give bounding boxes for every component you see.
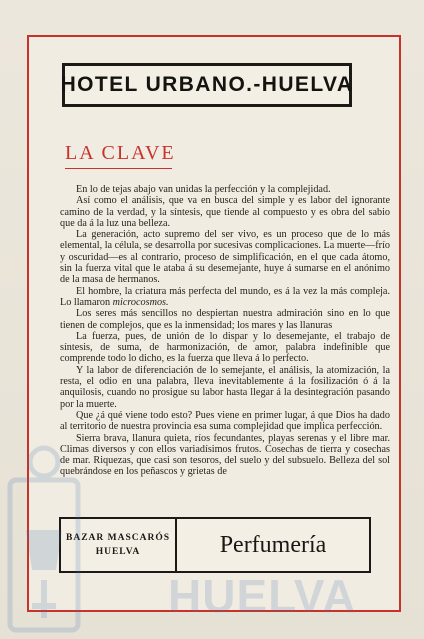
article-paragraph: Sierra brava, llanura quieta, ríos fecundantes, playas serenas y el libre mar. Climas diversos y con ellos variadísimos frutos. Cosechas de tierra y cosechas de mar. Riquezas, que casi son tesoros, del suelo y del subsuelo. Belleza del sol quebrándose en los peñascos y grietas de xyxy=(60,432,390,478)
article-paragraph: La generación, acto supremo del ser vivo, es un proceso que de lo más elemental, la célula, se desarrolla por sucesivas complicaciones. La muerte—frío y oscuridad—es al contrario, proceso de simplificación, en el que cada átomo, sin la fuerza vital que le ataba á su desemejante, huye á sumarse en el anónimo de la masa de hermanos. xyxy=(60,229,390,286)
article-paragraph: La fuerza, pues, de unión de lo dispar y lo desemejante, el trabajo de síntesis, de suma, de harmonización, de amor, palabra indefinible que comprende todo lo dicho, es la fuerza que lleva á lo perfecto. xyxy=(60,330,390,365)
ad-product: Perfumería xyxy=(219,531,327,558)
article-paragraph: Así como el análisis, que va en busca del simple y es labor del ignorante camino de la verdad, y la síntesis, que tiende al compuesto y es obra del sabio que da á la luz una belleza. xyxy=(60,195,390,229)
article-body xyxy=(60,184,390,478)
ad-city-line: HUELVA xyxy=(95,547,141,557)
article-italic-word: microcosmos. xyxy=(112,296,169,308)
article-text: El hombre, la criatura más perfecta del mundo, es á la vez la más compleja. Lo llamaron xyxy=(60,285,390,308)
advertisement-box xyxy=(59,517,371,573)
article-paragraph: Que ¿á qué viene todo esto? Pues viene en primer lugar, á que Dios ha dado al territorio de nuestra provincia esa suma complejidad que implica perfección. xyxy=(60,409,390,433)
article-paragraph xyxy=(60,286,390,309)
header-box xyxy=(62,63,352,107)
archive-seal-watermark xyxy=(2,440,86,636)
ad-shop-line: BAZAR MASCARÓS xyxy=(66,533,170,543)
article-paragraph: Los seres más sencillos no despiertan nuestra admiración sino en lo que tienen de complejos, que es la inmensidad; los mares y las llanuras xyxy=(60,308,390,331)
title-underline xyxy=(65,168,172,169)
archive-watermark-text: HUELVA xyxy=(168,570,357,622)
article-paragraph: Y la labor de diferenciación de lo semejante, el análisis, la atomización, la resta, el odio en una palabra, lleva inevitablemente á la fosilización ó á la anquilosis, cuando no prosigue su labor hasta llegar á la desintegración pasando por la muerte. xyxy=(60,364,390,410)
section-title: LA CLAVE xyxy=(65,142,176,164)
hotel-title: HOTEL URBANO.-HUELVA xyxy=(60,73,354,96)
article-paragraph: En lo de tejas abajo van unidas la perfección y la complejidad. xyxy=(76,184,331,195)
